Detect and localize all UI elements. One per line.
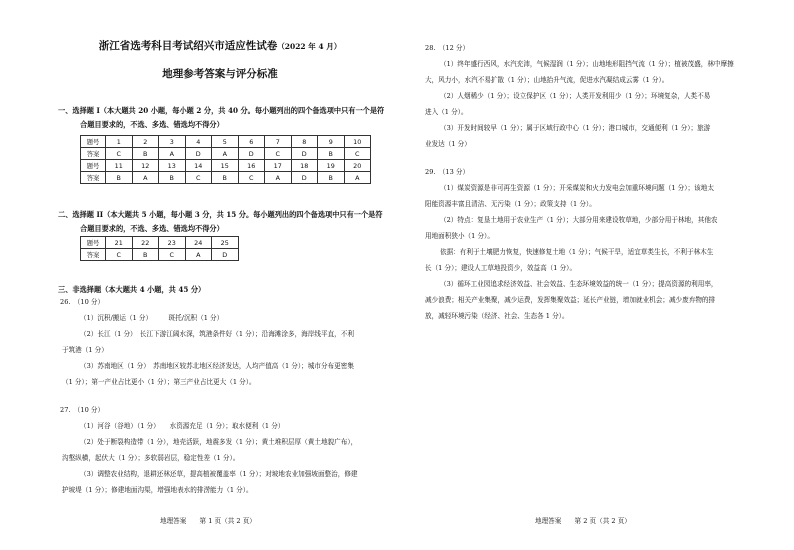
answer-cell: 23 [159,237,186,249]
q28-line: 进入（1 分）。 [425,108,468,116]
answer-cell: C [106,148,133,160]
footer-left: 地理答案 第 1 页（共 2 页） [160,517,256,525]
q28-line: （3）开发时间较早（1 分）；属于区域行政中心（1 分）；港口城市，交通便利（1 分）；旅游 [440,124,711,132]
table-row [81,136,371,148]
q28-number: 28. （12 分） [425,44,470,52]
answer-cell: D [185,148,212,160]
q26-line: （2）长江（1 分） 长江下游江阔水深，筑港条件好（1 分）；沿海滩涂多，海岸线平直，不利 [80,330,354,338]
q29-line: 减少浪费；相关产业集聚，减少运费，发挥集聚效益；延长产业链，增加就业机会；减少废弃物的排 [425,296,716,304]
answer-cell: 22 [132,237,159,249]
section1-heading: 一、选择题 I（本大题共 20 小题，每小题 2 分，共 40 分。每小题列出的四个备选项中只有一个是符 [58,106,385,115]
q26-line: （3）苏南地区（1 分） 苏南地区较苏北地区经济发达，人均产值高（1 分）；城市分布更密集 [80,362,354,370]
answer-cell: B [212,172,239,184]
answer-cell: 11 [106,160,133,172]
q27-number: 27. （10 分） [60,406,105,414]
row-header-cell: 答案 [81,249,106,261]
row-header-cell: 题号 [81,160,106,172]
q28-line: （1）终年盛行西风，水汽充沛，气候湿润（1 分）；山地地形阻挡气流（1 分）；植被茂盛，林中摩擦 [440,60,734,68]
q29-line: 依据：有利于土壤肥力恢复，快速修复土地（1 分）；气候干旱，适宜草类生长，不利于林木生 [440,248,714,256]
answer-cell: A [185,249,212,261]
q28-line: （2）人烟稀少（1 分）；设立保护区（1 分）；人类开发利用少（1 分）；环境复杂，人类不易 [440,92,711,100]
answer-cell: 1 [106,136,133,148]
answer-cell: 16 [238,160,265,172]
row-header-cell: 题号 [81,136,106,148]
table-row [81,148,371,160]
title-date: （2022 年 4 月） [277,42,342,51]
answer-cell: 15 [212,160,239,172]
row-header-cell: 题号 [81,237,106,249]
answer-cell: 10 [344,136,371,148]
answer-cell: C [344,148,371,160]
table-row [81,249,239,261]
answer-cell: 19 [318,160,345,172]
answer-cell: C [185,172,212,184]
row-header-cell: 答案 [81,172,106,184]
answer-cell: 18 [291,160,318,172]
answer-cell: 8 [291,136,318,148]
q26-line: （1）沉积/搬运（1 分） 斑托/沉积（1 分） [80,314,224,322]
answer-cell: 24 [185,237,212,249]
q29-line: （1）煤炭资源是非可再生资源（1 分）；开采煤炭和火力发电会加重环境问题（1 分）；该地太 [440,184,714,192]
answer-cell: B [318,148,345,160]
q29-line: 阳能资源丰富且清洁、无污染（1 分）；政策支持（1 分）。 [425,200,596,208]
answer-cell: B [159,172,186,184]
q28-line: 业发达（1 分） [425,140,471,148]
answer-cell: B [106,172,133,184]
answer-cell: A [344,172,371,184]
q26-line: （1 分）；第一产业占比更小（1 分）；第三产业占比更大（1 分）。 [62,378,256,386]
q27-line: （3）调整农业结构，退耕还林还草，提高植被覆盖率（1 分）；对坡地农业加强坡面整治，修建 [80,470,358,478]
answer-cell: A [159,148,186,160]
table-row [81,237,239,249]
q29-number: 29. （13 分） [425,168,470,176]
q29-line: （2）特点：复垦土地用于农业生产（1 分）；大部分用来建设牧草地，少部分用于林地，其他农 [440,216,718,224]
answer-cell: 20 [344,160,371,172]
answer-cell: B [132,249,159,261]
footer-right: 地理答案 第 2 页（共 2 页） [535,517,631,525]
table-row [81,172,371,184]
section2-answer-table [80,236,239,261]
answer-cell: 21 [106,237,133,249]
page-title [40,38,400,53]
section2-heading-cont: 合题目要求的，不选、多选、错选均不得分） [80,224,224,233]
answer-cell: 4 [185,136,212,148]
title-main: 浙江省选考科目考试绍兴市适应性试卷 [98,40,278,52]
answer-cell: A [132,172,159,184]
answer-cell: D [238,148,265,160]
answer-cell: 5 [212,136,239,148]
q29-line: （3）循环工业园追求经济效益、社会效益、生态环境效益的统一（1 分）；提高资源的利用率， [440,280,718,288]
answer-cell: 17 [265,160,292,172]
answer-cell: 12 [132,160,159,172]
answer-cell: A [265,172,292,184]
answer-cell: C [238,172,265,184]
q28-line: 大，风力小，水汽不易扩散（1 分）；山地抬升气流，促进水汽凝结成云雾（1 分）。 [425,76,669,84]
q27-line: 护坡堤（1 分）；修建地面沟渠，增强地表水的排涝能力（1 分）。 [62,486,253,494]
answer-cell: A [212,148,239,160]
answer-cell: B [318,172,345,184]
answer-cell: 14 [185,160,212,172]
section1-heading-cont: 合题目要求的，不选、多选、错选均不得分） [80,120,224,129]
answer-cell: D [291,172,318,184]
answer-cell: 9 [318,136,345,148]
answer-cell: D [291,148,318,160]
q27-line: 沟壑纵横，起伏大（1 分）；多软弱岩层，稳定性差（1 分）。 [62,454,240,462]
answer-cell: D [212,249,239,261]
section2-heading: 二、选择题 II（本大题共 5 小题，每小题 3 分，共 15 分。每小题列出的四个备选项中只有一个是符 [58,210,383,219]
answer-cell: 13 [159,160,186,172]
answer-cell: C [265,148,292,160]
q29-line: 放，减轻环境污染（经济、社会、生态各 1 分）。 [425,312,569,320]
answer-cell: 3 [159,136,186,148]
q27-line: （1）河谷（谷地）（1 分） 水资源充足（1 分）；取水便利（1 分） [80,422,285,430]
q29-line: 用地面积狭小（1 分）。 [425,232,494,240]
section3-heading: 三、非选择题（本大题共 4 小题，共 45 分） [58,285,206,294]
row-header-cell: 答案 [81,148,106,160]
page-subtitle: 地理参考答案与评分标准 [162,68,278,80]
answer-cell: B [132,148,159,160]
answer-cell: 6 [238,136,265,148]
q29-line: 长（1 分）；建设人工草地投资少，效益高（1 分）。 [425,264,577,272]
q26-number: 26. （10 分） [60,298,105,306]
section1-answer-table [80,135,371,184]
answer-cell: 7 [265,136,292,148]
q26-line: 于筑港（1 分） [62,346,108,354]
table-row [81,160,371,172]
answer-cell: 2 [132,136,159,148]
answer-cell: 25 [212,237,239,249]
answer-cell: C [106,249,133,261]
q27-line: （2）处于断裂构造带（1 分），地壳活跃，地震多发（1 分）；黄土堆积层厚（黄土地貌广布）， [80,438,358,446]
answer-cell: C [159,249,186,261]
